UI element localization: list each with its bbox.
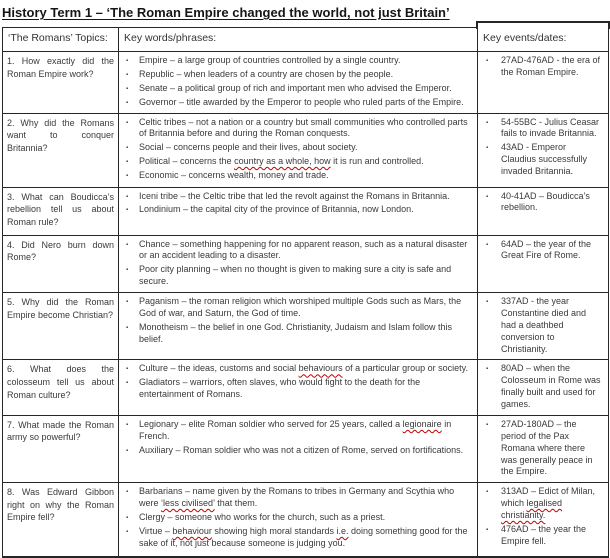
bullet-icon: ▪	[486, 241, 489, 248]
keyword-item	[123, 170, 474, 182]
column-header-keywords: Key words/phrases:	[119, 28, 478, 52]
bullet-icon: ▪	[126, 324, 129, 331]
spellcheck-underline: country as a whole, how	[234, 156, 331, 167]
topic-cell: 6. What does the colosseum tell us about Roman culture?	[3, 360, 119, 416]
bullet-icon: ▪	[126, 380, 129, 387]
keyword-text: Monotheism – the belief in one God. Christianity, Judaism and Islam follow this belief.	[139, 321, 452, 344]
keywords-cell	[119, 293, 478, 360]
keyword-item	[123, 191, 474, 203]
bullet-icon: ▪	[486, 526, 489, 533]
keyword-item	[123, 156, 474, 168]
keyword-item	[123, 445, 474, 457]
keyword-text: Senate – a political group of rich and important men who advised the Emperor.	[139, 82, 452, 93]
keyword-item	[123, 117, 474, 141]
topic-cell: 3. What can Boudicca’s rebellion tell us about Roman rule?	[3, 187, 119, 235]
bullet-icon: ▪	[126, 267, 129, 274]
bullet-icon: ▪	[126, 145, 129, 152]
keyword-text: Virtue – behaviour showing high moral standards i.e. doing something good for the sake of it, not just because someone is judging you.	[139, 525, 468, 548]
bullet-icon: ▪	[486, 193, 489, 200]
topic-cell: 7. What made the Roman army so powerful?	[3, 415, 119, 482]
spellcheck-underline: ‘less civilised’	[161, 498, 215, 509]
spellcheck-underline: legionaire	[402, 418, 442, 429]
events-cell	[478, 187, 609, 235]
event-text: 27AD-180AD – the period of the Pax Romana where there was generally peace in the Empire.	[501, 418, 593, 477]
bullet-icon: ▪	[486, 366, 489, 373]
bullet-icon: ▪	[126, 193, 129, 200]
bullet-icon: ▪	[486, 421, 489, 428]
keyword-text: Auxiliary – Roman soldier who was not a citizen of Rome, served on fortifications.	[139, 444, 464, 455]
bullet-icon: ▪	[126, 99, 129, 106]
keyword-text: Chance – something happening for no apparent reason, such as a natural disaster or an accident leading to a disaster.	[139, 238, 468, 261]
keywords-cell	[119, 113, 478, 187]
table-row	[3, 52, 609, 114]
bullet-icon: ▪	[486, 489, 489, 496]
bullet-icon: ▪	[486, 58, 489, 64]
bullet-icon: ▪	[126, 528, 129, 535]
bullet-icon: ▪	[126, 421, 129, 428]
keyword-text: Celtic tribes – not a nation or a country but small communities who controlled parts of Britannia before and during the Roman conquests.	[139, 116, 468, 139]
keyword-item	[123, 363, 474, 375]
keyword-text: Paganism – the roman religion which worshiped multiple Gods such as Mars, the God of war, and Saturn, the God of time.	[139, 296, 462, 318]
bullet-icon: ▪	[126, 447, 129, 454]
spellcheck-underline: legalised christianity.	[501, 498, 563, 520]
events-cell	[478, 235, 609, 293]
column-header-events	[478, 28, 609, 52]
keyword-text: Barbarians – name given by the Romans to tribes in Germany and Scythia who were ‘less civilised’ that them.	[139, 486, 455, 509]
events-cell	[478, 113, 609, 187]
keyword-item	[123, 83, 474, 95]
keyword-item	[123, 97, 474, 109]
event-text: 80AD – when the Colosseum in Rome was finally built and used for games.	[501, 363, 601, 409]
bullet-icon: ▪	[126, 119, 129, 126]
keyword-item	[123, 296, 474, 320]
spellcheck-underline: behaviours	[298, 363, 343, 374]
bullet-icon: ▪	[486, 119, 489, 126]
column-header-events-label: Key events/dates:	[483, 31, 567, 44]
event-text: 313AD – Edict of Milan, which legalised christianity.	[501, 486, 596, 520]
keyword-item	[123, 142, 474, 154]
event-text: 54-55BC - Julius Ceasar fails to invade Britannia.	[501, 116, 600, 139]
keyword-text: Clergy – someone who works for the church, such as a priest.	[139, 512, 386, 522]
keywords-cell	[119, 360, 478, 416]
table-row	[3, 360, 609, 416]
topic-cell: 8. Was Edward Gibbon right on why the Roman Empire fell?	[3, 483, 119, 558]
page-title: History Term 1 – ‘The Roman Empire changed the world, not just Britain’	[2, 5, 450, 20]
bullet-icon: ▪	[126, 85, 129, 92]
events-cell	[478, 415, 609, 482]
table-body	[3, 52, 609, 558]
keyword-text: Legionary – elite Roman soldier who served for 25 years, called a legionaire in French.	[139, 418, 452, 441]
keyword-item	[123, 419, 474, 443]
event-item	[482, 296, 605, 355]
keywords-cell	[119, 187, 478, 235]
keyword-text: Empire – a large group of countries controlled by a single country.	[139, 55, 401, 65]
spellcheck-underline: behaviour	[172, 525, 212, 536]
event-item	[482, 55, 605, 79]
keyword-item	[123, 377, 474, 401]
bullet-icon: ▪	[126, 173, 129, 179]
bullet-icon: ▪	[126, 58, 129, 64]
keywords-cell	[119, 235, 478, 293]
table-row	[3, 187, 609, 235]
keyword-text: Londinium – the capital city of the province of Britannia, now London.	[139, 204, 414, 215]
table-row	[3, 483, 609, 558]
keyword-text: Poor city planning – when no thought is given to making sure a city is safe and secure.	[139, 264, 452, 287]
keyword-item	[123, 526, 474, 550]
keyword-item	[123, 239, 474, 263]
bullet-icon: ▪	[126, 299, 129, 305]
bullet-icon: ▪	[126, 489, 129, 496]
keyword-item	[123, 69, 474, 81]
event-item	[482, 239, 605, 263]
table-row	[3, 293, 609, 360]
table-border-quirk	[476, 21, 610, 29]
bullet-icon: ▪	[486, 145, 489, 152]
table-row	[3, 415, 609, 482]
keyword-text: Iceni tribe – the Celtic tribe that led the revolt against the Romans in Britannia.	[139, 190, 450, 201]
keyword-text: Gladiators – warriors, often slaves, who would fight to the death for the entertainment of Romans.	[139, 377, 421, 400]
event-item	[482, 363, 605, 411]
keyword-item	[123, 264, 474, 288]
topic-cell: 2. Why did the Romans want to conquer Britannia?	[3, 113, 119, 187]
bullet-icon: ▪	[126, 241, 129, 248]
event-text: 476AD – the year the Empire fell.	[501, 523, 587, 546]
keyword-text: Republic – when leaders of a country are chosen by the people.	[139, 68, 394, 79]
keywords-cell	[119, 52, 478, 114]
table-header-row	[3, 28, 609, 52]
keyword-text: Governor – title awarded by the Emperor to people who ruled parts of the Empire.	[139, 96, 464, 107]
event-item	[482, 419, 605, 478]
keywords-cell	[119, 415, 478, 482]
event-item	[482, 142, 605, 178]
column-header-topics: ‘The Romans’ Topics:	[3, 28, 119, 52]
event-item	[482, 524, 605, 548]
table-row	[3, 235, 609, 293]
revision-table	[2, 27, 609, 558]
keyword-item	[123, 55, 474, 67]
table-row	[3, 113, 609, 187]
bullet-icon: ▪	[126, 71, 129, 78]
keyword-text: Social – concerns people and their lives, about society.	[139, 142, 358, 153]
keywords-cell	[119, 483, 478, 558]
topic-cell: 5. Why did the Roman Empire become Christian?	[3, 293, 119, 360]
bullet-icon: ▪	[126, 366, 129, 373]
event-item	[482, 117, 605, 141]
events-cell	[478, 360, 609, 416]
keyword-item	[123, 204, 474, 216]
keyword-text: Economic – concerns wealth, money and trade.	[139, 170, 329, 180]
events-cell	[478, 293, 609, 360]
bullet-icon: ▪	[486, 299, 489, 305]
event-text: 64AD – the year of the Great Fire of Rome.	[501, 238, 592, 261]
events-cell	[478, 483, 609, 558]
event-text: 40-41AD – Boudicca’s rebellion.	[501, 190, 590, 213]
event-item	[482, 191, 605, 215]
bullet-icon: ▪	[126, 515, 129, 521]
bullet-icon: ▪	[126, 159, 129, 166]
events-cell	[478, 52, 609, 114]
keyword-item	[123, 322, 474, 346]
keyword-item	[123, 512, 474, 524]
keyword-text: Political – concerns the country as a whole, how it is run and controlled.	[139, 156, 424, 167]
event-text: 337AD - the year Constantine died and had a deathbed conversion to Christianity.	[501, 296, 587, 354]
event-text: 43AD - Emperor Claudius successfully invaded Britannia.	[501, 142, 588, 176]
bullet-icon: ▪	[126, 207, 129, 214]
topic-cell: 4. Did Nero burn down Rome?	[3, 235, 119, 293]
spellcheck-underline: i.e.	[336, 525, 349, 536]
event-text: 27AD-476AD - the era of the Roman Empire.	[501, 55, 601, 77]
keyword-item	[123, 486, 474, 510]
keyword-text: Culture – the ideas, customs and social behaviours of a particular group or society.	[139, 363, 469, 374]
topic-cell: 1. How exactly did the Roman Empire work?	[3, 52, 119, 114]
event-item	[482, 486, 605, 522]
